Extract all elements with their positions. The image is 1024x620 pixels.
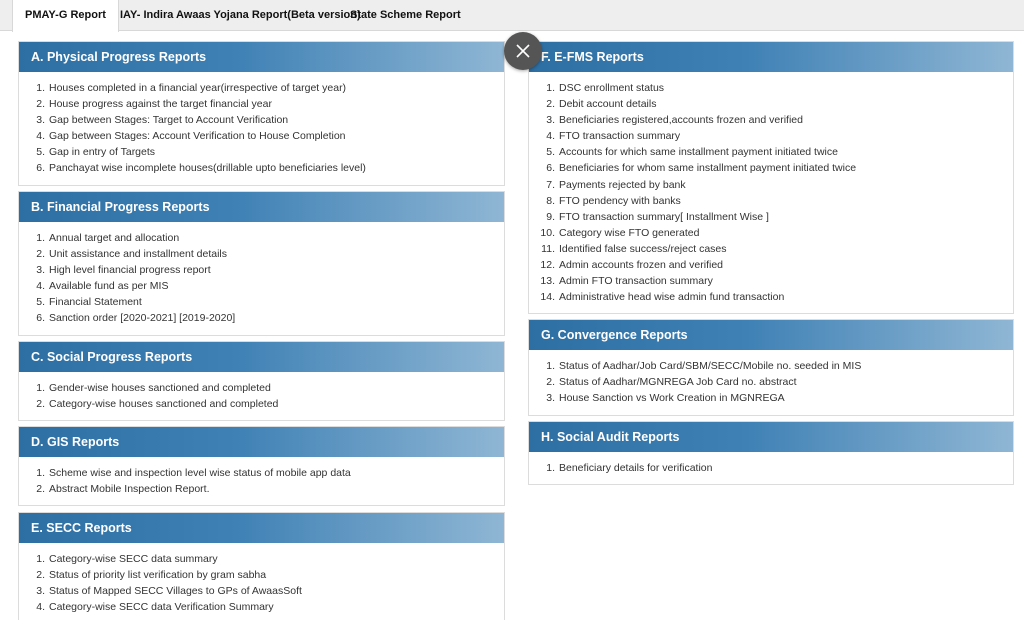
report-link[interactable]: [19, 262, 504, 278]
report-link-label: House progress against the target financial year: [49, 98, 272, 111]
report-link-label: Gap between Stages: Target to Account Verification: [49, 114, 289, 127]
panel-e-fms-reports: [528, 41, 1014, 314]
report-link-label: Beneficiaries for whom same installment payment initiated twice: [559, 162, 857, 175]
item-number: 6.: [36, 162, 45, 175]
report-link[interactable]: [529, 209, 1013, 225]
report-link-label: Houses completed in a financial year(irrespective of target year): [49, 82, 347, 94]
report-link-label: Status of Aadhar/Job Card/SBM/SECC/Mobile no. seeded in MIS: [559, 360, 862, 372]
report-link[interactable]: [529, 257, 1013, 273]
item-number: 2.: [36, 98, 45, 111]
item-number: 9.: [546, 210, 555, 223]
report-link[interactable]: [19, 396, 504, 412]
report-link-label: Category-wise SECC data Verification Summary: [49, 601, 274, 614]
report-link[interactable]: [19, 380, 504, 396]
report-link[interactable]: [19, 112, 504, 128]
report-link-label: DSC enrollment status: [559, 82, 665, 94]
report-link[interactable]: [529, 177, 1013, 193]
item-number: 2.: [546, 376, 555, 389]
close-button[interactable]: [504, 32, 542, 70]
report-link-label: Status of Mapped SECC Villages to GPs of AwaasSoft: [49, 585, 302, 598]
report-link-label: Administrative head wise admin fund transaction: [559, 291, 785, 304]
report-list: [529, 358, 1013, 406]
panel-secc-reports: [18, 512, 505, 620]
report-link-label: Available fund as per MIS: [49, 280, 169, 293]
item-number: 6.: [546, 162, 555, 175]
report-link-label: Debit account details: [559, 98, 657, 111]
report-link[interactable]: [19, 583, 504, 599]
item-number: 6.: [36, 312, 45, 325]
item-number: 1.: [36, 232, 45, 244]
report-link[interactable]: [19, 599, 504, 615]
report-link-label: Scheme wise and inspection level wise status of mobile app data: [49, 467, 351, 479]
item-number: 3.: [36, 264, 45, 277]
item-number: 2.: [36, 398, 45, 411]
item-number: 3.: [36, 114, 45, 127]
report-link[interactable]: [529, 241, 1013, 257]
report-link-label: Category wise FTO generated: [559, 226, 700, 239]
panel-title: C. Social Progress Reports: [19, 342, 504, 372]
item-number: 10.: [540, 226, 555, 239]
item-number: 4.: [546, 130, 555, 143]
panel-title: G. Convergence Reports: [529, 320, 1013, 350]
report-tabs: [0, 0, 1024, 31]
report-link[interactable]: [19, 567, 504, 583]
report-list: [19, 80, 504, 177]
report-link[interactable]: [19, 310, 504, 326]
report-link[interactable]: [19, 294, 504, 310]
item-number: 8.: [546, 194, 555, 207]
item-number: 4.: [36, 130, 45, 143]
item-number: 2.: [36, 248, 45, 261]
report-link-label: Gender-wise houses sanctioned and completed: [49, 382, 271, 394]
item-number: 1.: [546, 82, 555, 94]
report-link-label: Unit assistance and installment details: [49, 248, 228, 261]
report-link[interactable]: [529, 80, 1013, 96]
report-link[interactable]: [529, 128, 1013, 144]
report-link[interactable]: [19, 144, 504, 160]
report-link[interactable]: [529, 460, 1013, 476]
item-number: 2.: [36, 483, 45, 496]
report-link-label: Admin FTO transaction summary: [559, 275, 713, 288]
report-link[interactable]: [529, 193, 1013, 209]
report-link[interactable]: [529, 225, 1013, 241]
report-link[interactable]: [529, 144, 1013, 160]
report-link[interactable]: [529, 358, 1013, 374]
report-link-label: Gap between Stages: Account Verification to House Completion: [49, 130, 346, 143]
report-link[interactable]: [19, 246, 504, 262]
item-number: 1.: [546, 462, 555, 474]
report-link-label: Category-wise SECC data summary: [49, 553, 218, 565]
item-number: 1.: [36, 82, 45, 94]
report-link-label: Sanction order [2020-2021] [2019-2020]: [49, 312, 236, 325]
panel-title: E. SECC Reports: [19, 513, 504, 543]
report-link-label: FTO pendency with banks: [559, 194, 681, 207]
report-link-label: Accounts for which same installment payment initiated twice: [559, 146, 838, 159]
panel-social-audit-reports: [528, 421, 1014, 485]
report-list: [529, 80, 1013, 305]
report-link[interactable]: [529, 112, 1013, 128]
report-link[interactable]: [529, 289, 1013, 305]
report-link[interactable]: [19, 96, 504, 112]
report-link-label: Financial Statement: [49, 296, 142, 309]
report-link-label: Admin accounts frozen and verified: [559, 259, 724, 272]
report-link[interactable]: [529, 374, 1013, 390]
panel-convergence-reports: [528, 319, 1014, 416]
close-icon: [516, 44, 530, 58]
report-link[interactable]: [19, 551, 504, 567]
report-link-label: FTO transaction summary[ Installment Wise ]: [559, 210, 769, 223]
report-link[interactable]: [19, 128, 504, 144]
report-list: [529, 460, 1013, 476]
item-number: 4.: [36, 601, 45, 614]
report-link[interactable]: [19, 465, 504, 481]
report-link-label: Annual target and allocation: [49, 232, 180, 244]
item-number: 12.: [540, 259, 555, 272]
panel-title: F. E-FMS Reports: [529, 42, 1013, 72]
report-link[interactable]: [19, 230, 504, 246]
item-number: 11.: [541, 242, 555, 255]
report-link-label: Panchayat wise incomplete houses(drillable upto beneficiaries level): [49, 162, 366, 175]
item-number: 3.: [36, 585, 45, 598]
item-number: 3.: [546, 392, 555, 405]
item-number: 4.: [36, 280, 45, 293]
item-number: 2.: [36, 569, 45, 582]
panel-title: B. Financial Progress Reports: [19, 192, 504, 222]
report-list: [19, 380, 504, 412]
item-number: 5.: [36, 296, 45, 309]
report-link[interactable]: [19, 160, 504, 176]
report-link-label: Status of priority list verification by gram sabha: [49, 569, 267, 582]
report-list: [19, 230, 504, 327]
panel-gis-reports: [18, 426, 505, 506]
tab-pmay-g-report[interactable]: PMAY-G Report: [12, 0, 119, 32]
report-link-label: Abstract Mobile Inspection Report.: [49, 483, 210, 496]
report-link-label: FTO transaction summary: [559, 130, 681, 143]
report-link-label: Status of Aadhar/MGNREGA Job Card no. abstract: [559, 376, 797, 389]
report-link-label: House Sanction vs Work Creation in MGNREGA: [559, 392, 785, 405]
report-link[interactable]: [529, 160, 1013, 176]
report-link-label: Beneficiaries registered,accounts frozen and verified: [559, 114, 803, 127]
item-number: 5.: [546, 146, 555, 159]
item-number: 5.: [36, 146, 45, 159]
item-number: 2.: [546, 98, 555, 111]
panel-title: D. GIS Reports: [19, 427, 504, 457]
report-link[interactable]: [529, 273, 1013, 289]
item-number: 13.: [540, 275, 555, 288]
panel-physical-progress-reports: [18, 41, 505, 186]
report-link-label: Identified false success/reject cases: [559, 242, 727, 255]
item-number: 14.: [540, 291, 555, 304]
item-number: 1.: [36, 382, 45, 394]
tab-iay-report[interactable]: IAY- Indira Awaas Yojana Report(Beta version): [120, 9, 361, 21]
report-link[interactable]: [19, 278, 504, 294]
panel-social-progress-reports: [18, 341, 505, 421]
item-number: 3.: [546, 114, 555, 127]
panel-title: A. Physical Progress Reports: [19, 42, 504, 72]
report-link[interactable]: [529, 390, 1013, 406]
report-link-label: Category-wise houses sanctioned and completed: [49, 398, 279, 411]
report-link[interactable]: [19, 481, 504, 497]
item-number: 1.: [36, 467, 45, 479]
report-link-label: Beneficiary details for verification: [559, 462, 713, 474]
report-link-label: Payments rejected by bank: [559, 178, 686, 191]
item-number: 1.: [36, 553, 45, 565]
panel-title: H. Social Audit Reports: [529, 422, 1013, 452]
panel-financial-progress-reports: [18, 191, 505, 336]
report-link[interactable]: [529, 96, 1013, 112]
report-link[interactable]: [19, 80, 504, 96]
item-number: 7.: [546, 178, 555, 191]
report-link-label: Gap in entry of Targets: [49, 146, 156, 159]
report-list: [19, 465, 504, 497]
tab-state-scheme-report[interactable]: State Scheme Report: [350, 9, 461, 21]
item-number: 1.: [546, 360, 555, 372]
report-link-label: High level financial progress report: [49, 264, 211, 277]
report-list: [19, 551, 504, 615]
